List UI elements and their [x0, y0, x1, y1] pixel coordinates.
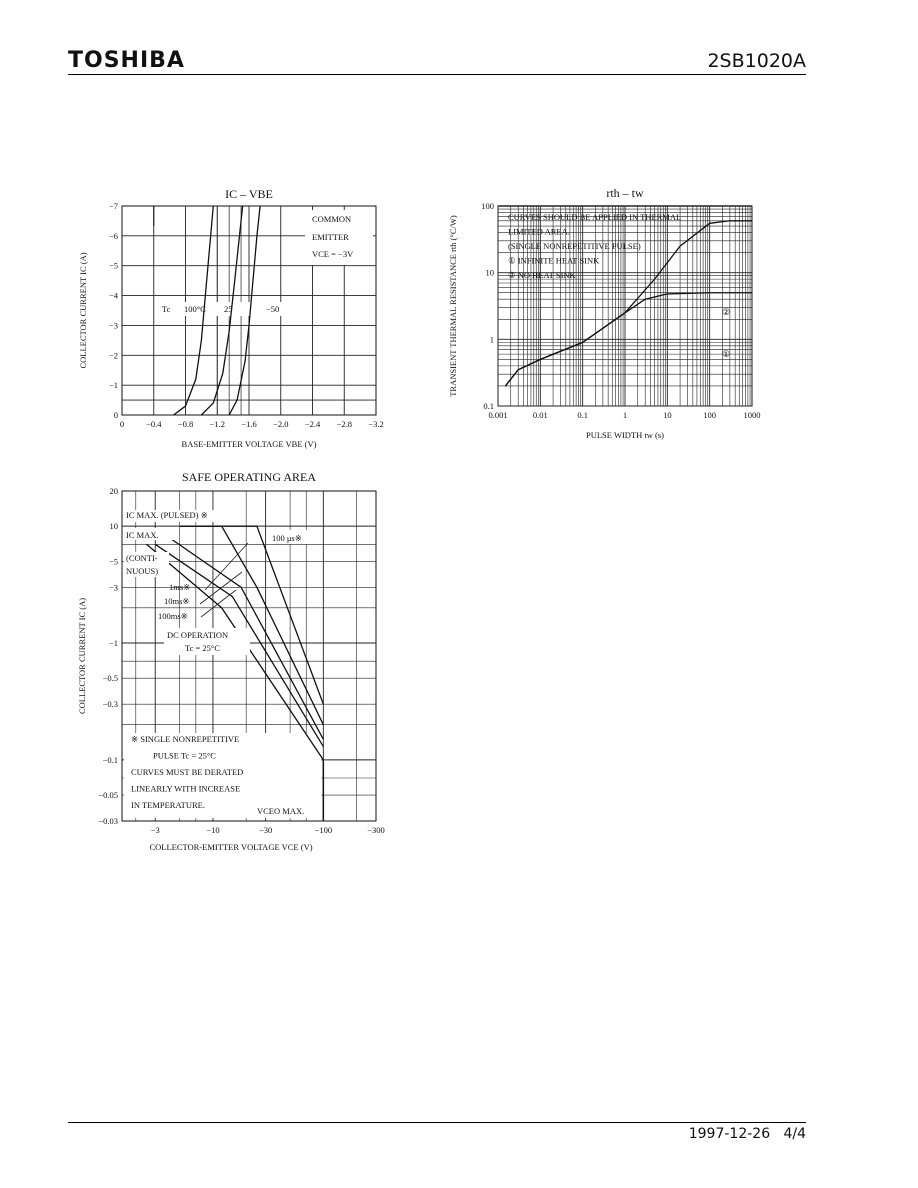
plot3-xtick-label: −10 [206, 825, 220, 835]
plot3-xtick-label: −3 [150, 825, 160, 835]
plot3-xlabel: COLLECTOR-EMITTER VOLTAGE VCE (V) [149, 842, 313, 852]
plot1-xtick-label: −3.2 [368, 419, 384, 429]
plot2-note: CURVES SHOULD BE APPLIED IN THERMAL [508, 212, 682, 222]
plot2-note: LIMITED AREA. [508, 226, 570, 237]
plot3-annotation: VCEO MAX. [257, 806, 305, 816]
plot3-annotation: 100ms※ [158, 611, 188, 621]
plot3-note: IN TEMPERATURE. [131, 800, 205, 810]
plot3-annotation: (CONTI- [126, 553, 158, 563]
plot3-ytick-label: 20 [109, 486, 118, 496]
plot1-title: IC – VBE [225, 187, 273, 201]
plot2-ytick-label: 1 [489, 334, 494, 345]
plot1-xtick-label: −2.4 [304, 419, 321, 429]
plot1-annotation: EMITTER [312, 232, 349, 242]
plot1-ytick-label: −5 [108, 260, 118, 271]
plot3-annotation: NUOUS) [126, 566, 159, 576]
plot2-note: (SINGLE NONREPETITIVE PULSE) [508, 241, 641, 251]
plot1-xtick-label: −2.0 [273, 419, 289, 429]
plot2-title: rth – tw [606, 186, 644, 200]
plot2-xtick-label: 0.001 [488, 410, 508, 420]
plot3-ylabel: COLLECTOR CURRENT IC (A) [77, 597, 87, 715]
plot2-series-label: ② [722, 307, 731, 317]
plot1-ytick-label: 0 [113, 410, 118, 420]
plot3-curve [180, 526, 324, 725]
plot3-ytick-label: 10 [109, 521, 118, 532]
plot3-note: CURVES MUST BE DERATED [131, 767, 244, 777]
plot1-ytick-label: −7 [108, 201, 118, 211]
plot1-ytick-label: −4 [108, 290, 118, 301]
footer-page: 4/4 [783, 1126, 806, 1142]
brand-logo: TOSHIBA [68, 48, 185, 73]
plot2-series-label: ① [722, 349, 731, 359]
plot2-ytick-label: 100 [481, 201, 494, 211]
part-number: 2SB1020A [707, 50, 806, 72]
plot1-series-label: 25 [224, 304, 233, 314]
plot1-ytick-label: −1 [108, 380, 118, 391]
footer-date: 1997-12-26 [688, 1126, 771, 1142]
plot3-annotation: 100 μs※ [272, 533, 302, 543]
plot2-xtick-label: 1 [622, 410, 628, 420]
plot1-series-label: 100°C [184, 304, 206, 314]
plot3-ytick-label: −0.1 [102, 754, 118, 765]
plot3-annotation: 10ms※ [164, 596, 190, 606]
plot3-curve [180, 526, 324, 704]
plot3-xtick-label: −300 [367, 825, 385, 835]
plot2-xtick-label: 1000 [743, 410, 761, 420]
plot3-ytick-label: −0.5 [102, 673, 118, 684]
plot1-ytick-label: −3 [108, 320, 118, 331]
plot3-ytick-label: −1 [108, 638, 118, 649]
plot2-xtick-label: 100 [703, 410, 717, 420]
plot1-annotation: Tc [162, 304, 171, 314]
plot1-xtick-label: 0 [119, 419, 125, 429]
plot2-ytick-label: 0.1 [483, 401, 494, 411]
plot3-xtick-label: −100 [314, 825, 333, 835]
plot1-ylabel: COLLECTOR CURRENT IC (A) [78, 252, 88, 369]
plot2-note: ② NO HEAT SINK [508, 270, 576, 280]
plot3-annotation: 1ms※ [169, 582, 191, 592]
plot2-ylabel: TRANSIENT THERMAL RESISTANCE rth (°C/W) [448, 215, 458, 397]
plot2-xtick-label: 0.01 [532, 410, 548, 420]
plot1-ytick-label: −2 [108, 350, 118, 361]
plot1-xtick-label: −0.8 [177, 419, 194, 429]
plot3-xtick-label: −30 [258, 825, 273, 835]
plot2-xlabel: PULSE WIDTH tw (s) [586, 430, 664, 440]
plot2-note: ① INFINITE HEAT SINK [508, 255, 600, 266]
plot1-xtick-label: −1.2 [209, 419, 225, 429]
plot3-note: PULSE Tc = 25°C [153, 750, 216, 761]
plot1-xtick-label: −2.8 [336, 419, 352, 429]
plot3-ytick-label: −0.3 [102, 699, 118, 710]
plot1-ytick-label: −6 [108, 230, 118, 241]
plot2-xtick-label: 0.1 [577, 410, 588, 420]
plot1-annotation: COMMON [312, 214, 352, 224]
plot1-xlabel: BASE-EMITTER VOLTAGE VBE (V) [181, 439, 317, 449]
plot3-annotation: Tc = 25°C [185, 643, 220, 653]
plot3-annotation: IC MAX. (PULSED) ※ [126, 510, 208, 520]
plot3-annotation: DC OPERATION [167, 630, 229, 640]
plot3-title: SAFE OPERATING AREA [181, 470, 317, 484]
plot3-ytick-label: −0.03 [98, 816, 118, 826]
plot2-xtick-label: 10 [663, 410, 672, 420]
plot3-ytick-label: −0.05 [98, 790, 118, 801]
plot1-xtick-label: −1.6 [241, 419, 257, 429]
plot3-ytick-label: −5 [108, 556, 118, 567]
plot2-ytick-label: 10 [485, 267, 494, 278]
plot3-note: LINEARLY WITH INCREASE [131, 783, 241, 794]
plot3-ytick-label: −3 [108, 582, 118, 593]
plot3-note: ※ SINGLE NONREPETITIVE [131, 734, 240, 744]
plot1-series-label: −50 [266, 304, 280, 314]
plot1-xtick-label: −0.4 [146, 419, 162, 429]
plot3-annotation: IC MAX. [126, 530, 159, 540]
plot1-annotation: VCE = −3V [312, 249, 354, 259]
